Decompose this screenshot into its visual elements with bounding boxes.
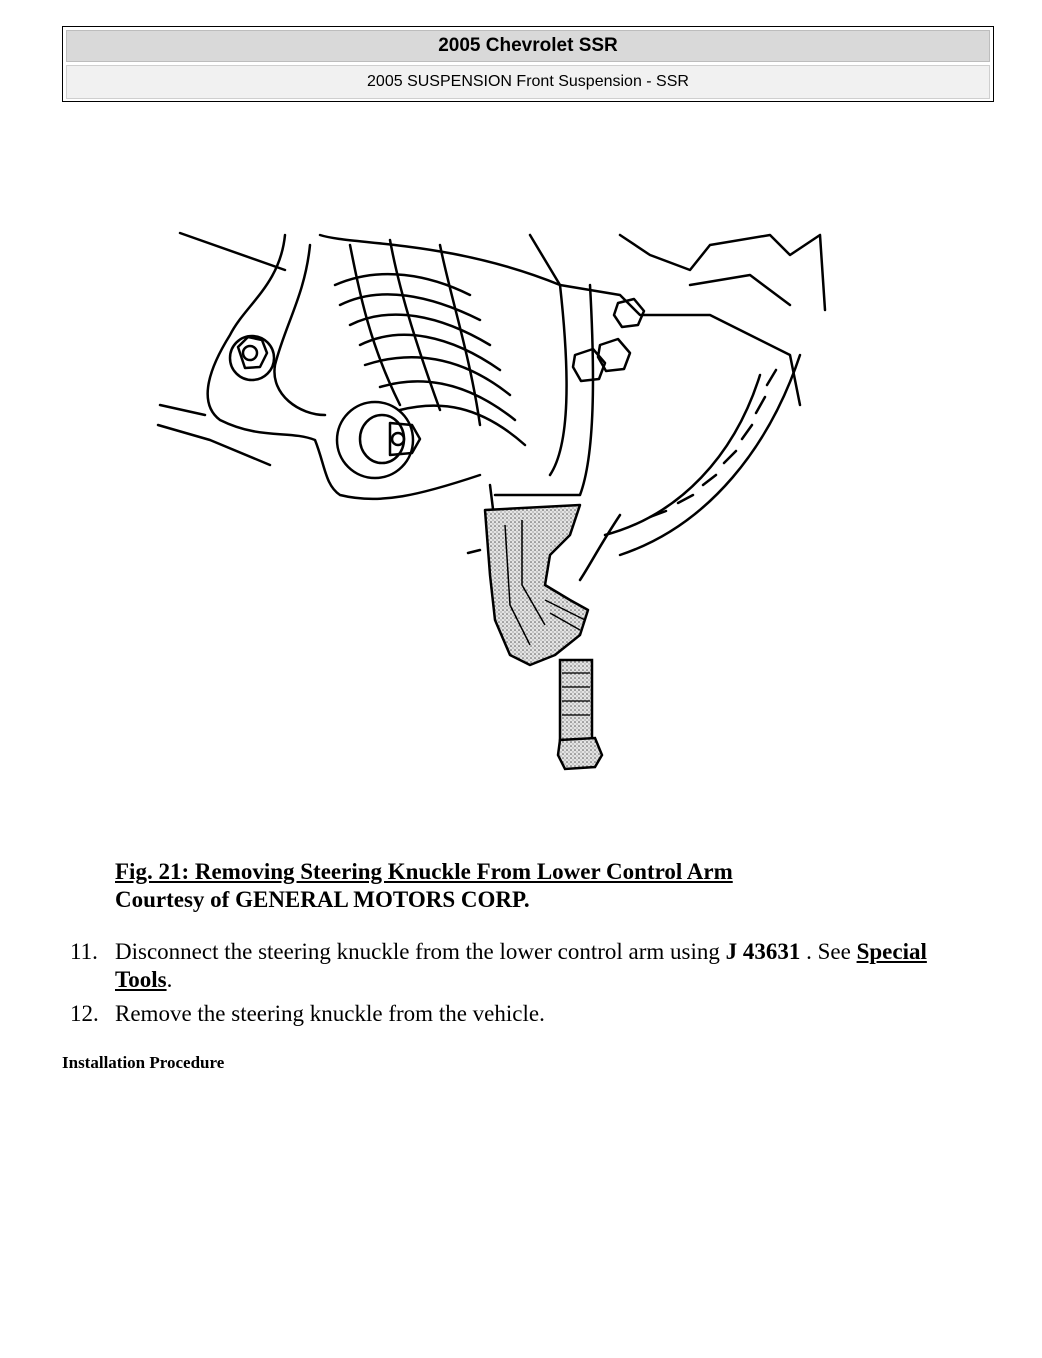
tool-number: J 43631 xyxy=(725,939,801,964)
list-item xyxy=(62,1000,962,1028)
section-heading: Installation Procedure xyxy=(62,1053,225,1072)
step-text-see: . See xyxy=(800,939,857,964)
procedure-steps xyxy=(62,938,962,1034)
step-number: 11. xyxy=(70,939,98,964)
list-item xyxy=(62,938,962,994)
header-subtitle: 2005 SUSPENSION Front Suspension - SSR xyxy=(66,65,990,99)
step-end: . xyxy=(166,967,173,992)
figure-caption xyxy=(115,858,733,914)
step-text: Disconnect the steering knuckle from the lower control arm using xyxy=(115,939,726,964)
separator-tool-j43631 xyxy=(485,505,602,769)
header-title: 2005 Chevrolet SSR xyxy=(66,30,990,62)
special-tools-link[interactable]: Special Tools xyxy=(115,939,927,992)
step-number: 12. xyxy=(70,1001,99,1026)
lower-bolt xyxy=(337,402,420,478)
steering-knuckle-illustration xyxy=(150,225,840,780)
figure-title: Fig. 21: Removing Steering Knuckle From Lower Control Arm xyxy=(115,859,733,884)
document-header xyxy=(62,26,994,102)
caliper-bolts xyxy=(573,299,644,381)
figure-courtesy: Courtesy of GENERAL MOTORS CORP. xyxy=(115,887,530,912)
upper-bolt xyxy=(230,336,274,380)
step-text: Remove the steering knuckle from the vehicle. xyxy=(115,1001,545,1026)
